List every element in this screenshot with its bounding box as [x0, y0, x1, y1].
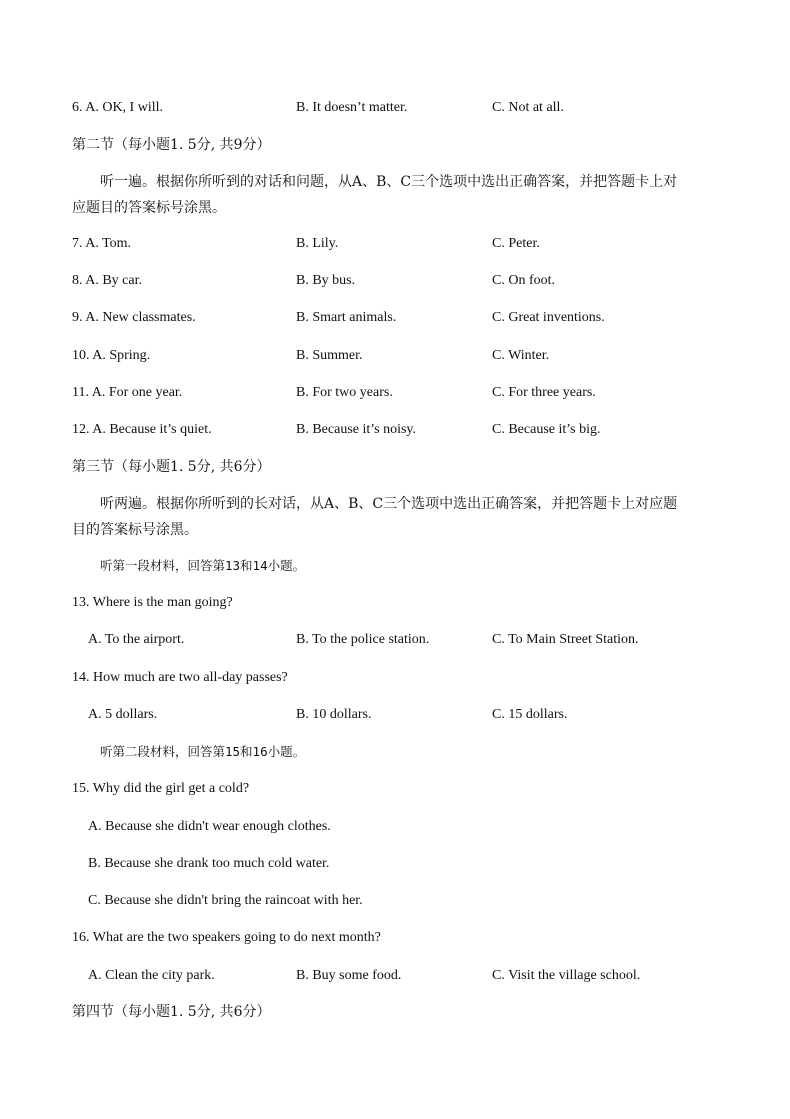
option-a: 6. A. OK, I will.	[72, 100, 163, 115]
question-15-stem-row	[0, 778, 790, 800]
question-14-options	[0, 704, 790, 726]
option-a: 9. A. New classmates.	[72, 310, 196, 325]
section-2-instructions-row2	[0, 197, 790, 219]
option-b: B. For two years.	[296, 385, 393, 400]
material-2-row	[0, 741, 790, 763]
question-15-option-c-row	[0, 890, 790, 912]
question-13-stem-row	[0, 592, 790, 614]
section-3-instructions-row2	[0, 519, 790, 541]
section-2-instructions-line1: 听一遍。根据你所听到的对话和问题，从A、B、C三个选项中选出正确答案，并把答题卡上对	[100, 174, 678, 190]
option-b: B. Summer.	[296, 348, 363, 363]
option-b: B. Lily.	[296, 236, 339, 251]
question-13-stem: 13. Where is the man going?	[72, 595, 233, 610]
question-7	[0, 233, 790, 255]
question-16-stem: 16. What are the two speakers going to do next month?	[72, 930, 381, 945]
question-10	[0, 345, 790, 367]
option-a: A. To the airport.	[88, 632, 185, 647]
section-2-instructions-row1	[0, 171, 790, 193]
section-3-instructions-line1: 听两遍。根据你所听到的长对话，从A、B、C三个选项中选出正确答案，并把答题卡上对应题	[100, 496, 678, 512]
option-c: C. For three years.	[492, 385, 596, 400]
question-6	[0, 97, 790, 119]
question-15-stem: 15. Why did the girl get a cold?	[72, 781, 250, 796]
option-a: A. Because she didn't wear enough clothes.	[88, 819, 331, 834]
question-16-options	[0, 965, 790, 987]
option-a: 7. A. Tom.	[72, 236, 132, 251]
question-15-option-b-row	[0, 853, 790, 875]
option-a: 10. A. Spring.	[72, 348, 151, 363]
question-14-stem: 14. How much are two all-day passes?	[72, 670, 288, 685]
option-b: B. Buy some food.	[296, 968, 402, 983]
section-3-title: 第三节（每小题1. 5分, 共6分）	[72, 459, 271, 475]
option-b: B. To the police station.	[296, 632, 430, 647]
option-c: C. Winter.	[492, 348, 550, 363]
option-c: C. Because it’s big.	[492, 422, 601, 437]
material-1-row	[0, 555, 790, 577]
section-2-title: 第二节（每小题1. 5分, 共9分）	[72, 137, 271, 153]
section-4-title-row	[0, 1001, 790, 1023]
section-3-instructions-row1	[0, 493, 790, 515]
question-8	[0, 270, 790, 292]
option-c: C. 15 dollars.	[492, 707, 568, 722]
question-16-stem-row	[0, 927, 790, 949]
option-c: C. Great inventions.	[492, 310, 605, 325]
section-2-title-row	[0, 134, 790, 156]
question-13-options	[0, 629, 790, 651]
question-14-stem-row	[0, 667, 790, 689]
option-b: B. Because she drank too much cold water.	[88, 856, 330, 871]
option-c: C. Because she didn't bring the raincoat with her.	[88, 893, 363, 908]
question-9	[0, 307, 790, 329]
section-2-instructions-line2: 应题目的答案标号涂黑。	[72, 200, 226, 216]
option-c: C. To Main Street Station.	[492, 632, 639, 647]
section-3-instructions-line2: 目的答案标号涂黑。	[72, 522, 198, 538]
option-a: 8. A. By car.	[72, 273, 142, 288]
question-15-option-a-row	[0, 816, 790, 838]
option-a: 12. A. Because it’s quiet.	[72, 422, 212, 437]
option-c: C. On foot.	[492, 273, 555, 288]
option-c: C. Peter.	[492, 236, 540, 251]
section-4-title: 第四节（每小题1. 5分, 共6分）	[72, 1004, 271, 1020]
option-b: B. Smart animals.	[296, 310, 397, 325]
option-c: C. Visit the village school.	[492, 968, 641, 983]
option-b: B. It doesn’t matter.	[296, 100, 408, 115]
option-a: A. 5 dollars.	[88, 707, 158, 722]
question-12	[0, 419, 790, 441]
option-c: C. Not at all.	[492, 100, 564, 115]
section-3-title-row	[0, 456, 790, 478]
option-b: B. Because it’s noisy.	[296, 422, 417, 437]
option-b: B. By bus.	[296, 273, 356, 288]
option-a: A. Clean the city park.	[88, 968, 215, 983]
material-1-instruction: 听第一段材料，回答第13和14小题。	[100, 558, 306, 573]
material-2-instruction: 听第二段材料，回答第15和16小题。	[100, 744, 306, 759]
question-11	[0, 382, 790, 404]
option-a: 11. A. For one year.	[72, 385, 183, 400]
option-b: B. 10 dollars.	[296, 707, 372, 722]
